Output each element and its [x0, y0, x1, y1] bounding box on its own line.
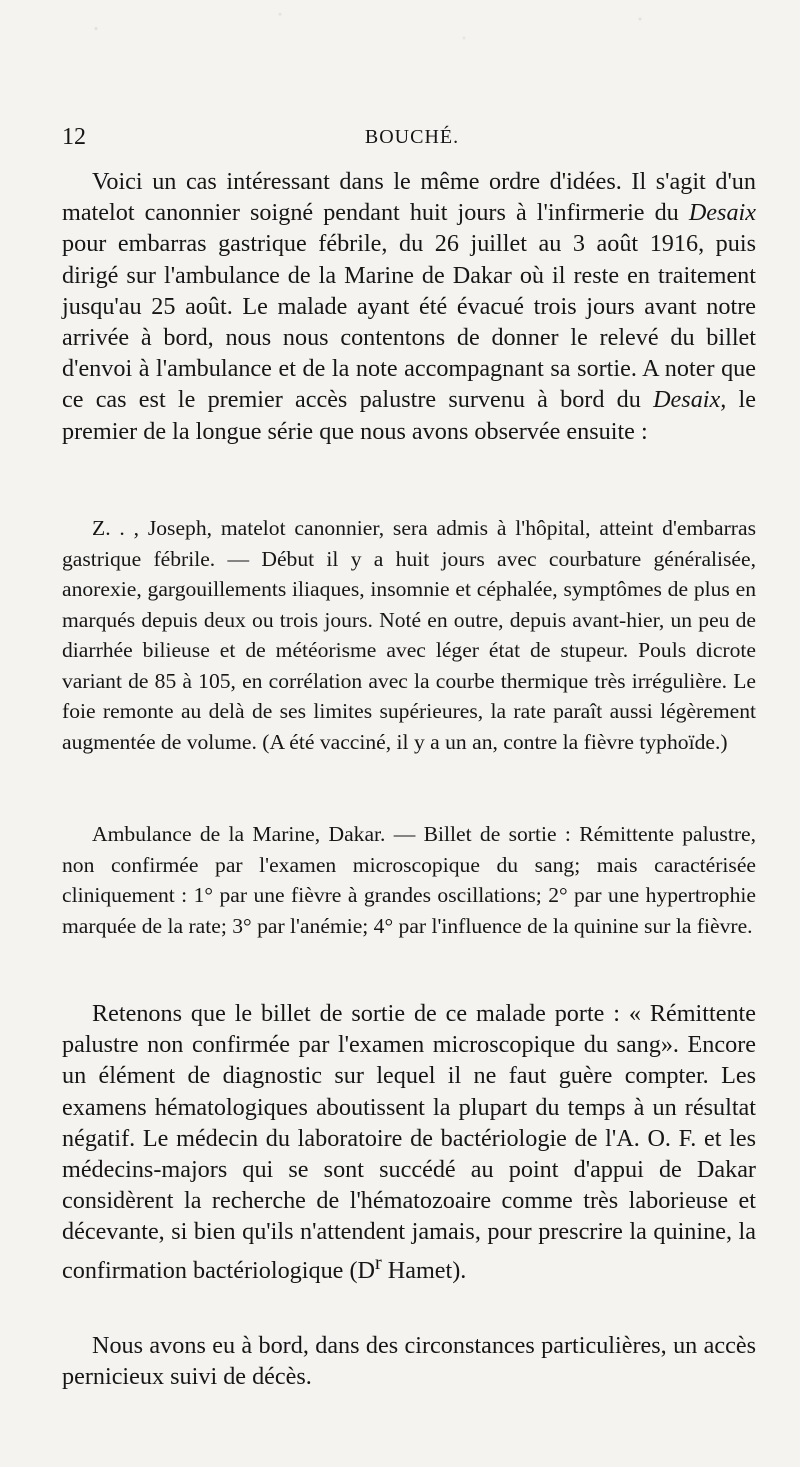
paragraph-discussion-text-a: Retenons que le billet de sortie de ce malade porte : « Rémittente palustre non confirmée par l'examen microscopique du sang». Encore un élément de diagnostic sur lequel il ne faut guère compter. Les examens hématologiques aboutissent la plupart du temps à un résultat négatif. Le médecin du laboratoire de bactériologie de l'A. O. F. et les médecins-majors qui se sont succédé au point d'appui de Dakar considèrent la recherche de l'hématozoaire comme très laborieuse et décevante, si bien qu'ils n'attendent jamais, pour prescrire la quinine, la confirmation bactériologique (D: [62, 1000, 756, 1284]
superscript-r: r: [375, 1251, 382, 1274]
page-number: 12: [62, 124, 86, 150]
paragraph-intro-text-c: le premier de la longue série que nous avons observée ensuite :: [62, 386, 756, 445]
paragraph-discharge-note: Ambulance de la Marine, Dakar. — Billet de sortie : Rémittente palustre, non confirmée par l'examen microscopique du sang; mais caractérisée cliniquement : 1° par une fièvre à grandes oscillations; 2° par une hypertrophie marquée de la rate; 3° par l'anémie; 4° par l'influence de la quinine sur la fièvre.: [62, 822, 756, 938]
paragraph-case-report: Z. . , Joseph, matelot canonnier, sera admis à l'hôpital, atteint d'embarras gastrique fébrile. — Début il y a huit jours avec courbature généralisée, anorexie, gargouillements iliaques, insomnie et céphalée, symptômes de plus en marqués depuis deux ou trois jours. Noté en outre, depuis avant-hier, un peu de diarrhée bilieuse et de météorisme avec léger état de stupeur. Pouls dicrote variant de 85 à 105, en corrélation avec la courbe thermique très irrégulière. Le foie remonte au delà de ses limites supérieures, la rate paraît aussi légèrement augmentée de volume. (A été vacciné, il y a un an, contre la fièvre typhoïde.): [62, 516, 756, 754]
paragraph-discussion-text-b: Hamet).: [381, 1256, 467, 1284]
paragraph-intro: [62, 166, 756, 447]
paragraph-final: Nous avons eu à bord, dans des circonstances particulières, un accès pernicieux suivi de décès.: [62, 1332, 756, 1391]
running-head: [62, 124, 762, 154]
ship-name-2: Desaix,: [653, 386, 727, 414]
scan-speckle: [0, 0, 800, 95]
ship-name: Desaix: [688, 199, 756, 227]
paragraph-intro-text-b: pour embarras gastrique fébrile, du 26 juillet au 3 août 1916, puis dirigé sur l'ambulance de la Marine de Dakar où il reste en traitement jusqu'au 25 août. Le malade ayant été évacué trois jours avant notre arrivée à bord, nous nous contentons de donner le relevé du billet d'envoi à l'ambulance et de la note accompagnant sa sortie. A noter que ce cas est le premier accès palustre survenu à bord du: [62, 230, 756, 414]
paragraph-intro-text-a: Voici un cas intéressant dans le même ordre d'idées. Il s'agit d'un matelot canonnier soigné pendant huit jours à l'infirmerie du: [62, 168, 756, 227]
paragraph-discussion: [62, 998, 756, 1286]
running-title: BOUCHÉ.: [364, 126, 460, 148]
